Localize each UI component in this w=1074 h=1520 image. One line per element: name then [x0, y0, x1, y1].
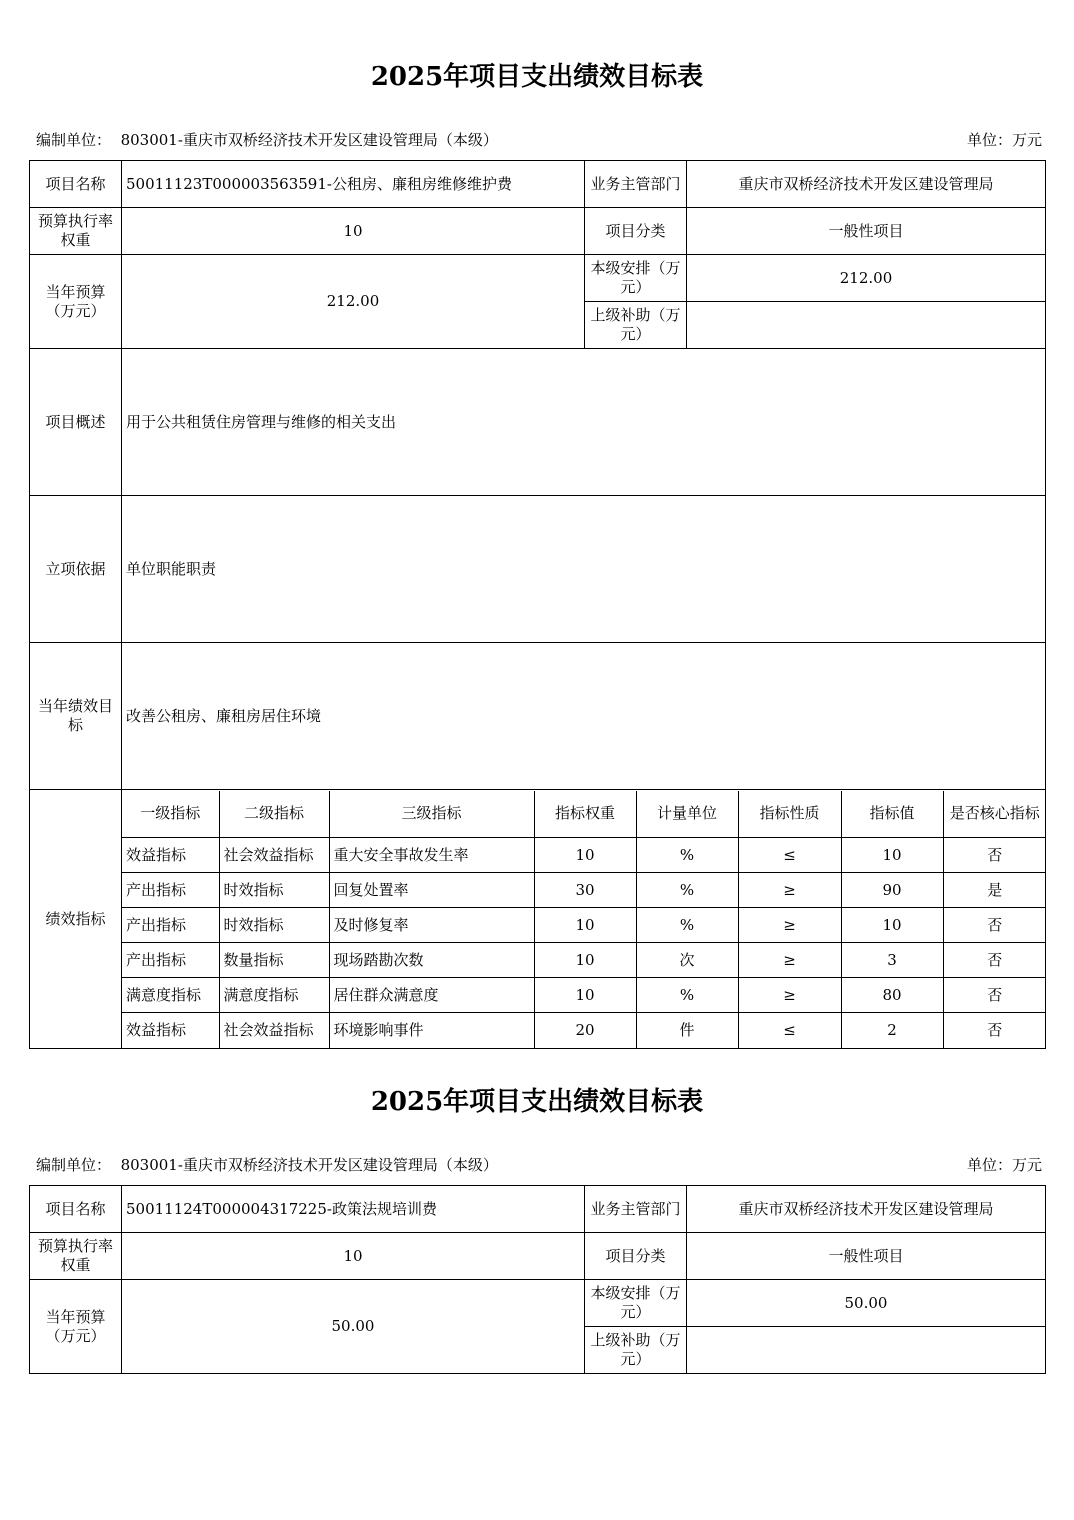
ind-core: 否: [943, 943, 1046, 978]
doc2-meta-row: [36, 1154, 1042, 1175]
doc1-meta-row: [36, 129, 1042, 150]
ind-weight: 20: [534, 1013, 636, 1048]
doc1-title: 2025年项目支出绩效目标表: [370, 62, 704, 92]
doc1-indicator-header-row: [122, 791, 1046, 838]
doc1-value-overview: 用于公共租赁住房管理与维修的相关支出: [122, 349, 1046, 496]
ind-header-nature: 指标性质: [738, 791, 841, 838]
ind-weight: 10: [534, 943, 636, 978]
ind-value: 90: [841, 873, 943, 908]
doc2-value-local: 50.00: [687, 1280, 1046, 1327]
doc1-value-category: 一般性项目: [687, 208, 1046, 255]
ind-value: 2: [841, 1013, 943, 1048]
ind-level1: 满意度指标: [122, 978, 219, 1013]
ind-value: 10: [841, 908, 943, 943]
ind-core: 是: [943, 873, 1046, 908]
ind-level2: 社会效益指标: [219, 1013, 329, 1048]
ind-core: 否: [943, 978, 1046, 1013]
ind-level3: 回复处置率: [329, 873, 534, 908]
table-row: [122, 978, 1046, 1013]
doc1-label-indicators: 绩效指标: [30, 790, 122, 1049]
doc2-value-project-name: 50011124T000004317225-政策法规培训费: [122, 1186, 585, 1233]
doc2-value-category: 一般性项目: [687, 1233, 1046, 1280]
doc2-label-exec-weight: 预算执行率权重: [30, 1233, 122, 1280]
doc2-value-exec-weight: 10: [122, 1233, 585, 1280]
doc2-value-upper: [687, 1327, 1046, 1374]
ind-header-level2: 二级指标: [219, 791, 329, 838]
table-row: [122, 908, 1046, 943]
ind-level1: 产出指标: [122, 943, 219, 978]
ind-value: 10: [841, 838, 943, 873]
ind-level2: 满意度指标: [219, 978, 329, 1013]
ind-unit: %: [636, 838, 738, 873]
ind-header-value: 指标值: [841, 791, 943, 838]
doc1-value-project-name: 50011123T000003563591-公租房、廉租房维修维护费: [122, 161, 585, 208]
table-row: [122, 1013, 1046, 1048]
doc1-label-project-name: 项目名称: [30, 161, 122, 208]
ind-level3: 及时修复率: [329, 908, 534, 943]
ind-weight: 30: [534, 873, 636, 908]
doc1-label-upper: 上级补助（万元）: [585, 302, 687, 349]
ind-core: 否: [943, 838, 1046, 873]
doc1-value-budget: 212.00: [122, 255, 585, 349]
ind-level3: 重大安全事故发生率: [329, 838, 534, 873]
ind-weight: 10: [534, 978, 636, 1013]
ind-level2: 时效指标: [219, 873, 329, 908]
doc1-currency: 单位：万元: [966, 131, 1042, 149]
doc1-label-budget: 当年预算（万元）: [30, 255, 122, 349]
table-row: [122, 838, 1046, 873]
doc2-currency: 单位：万元: [966, 1156, 1042, 1174]
doc1-value-goal: 改善公租房、廉租房居住环境: [122, 643, 1046, 790]
ind-core: 否: [943, 1013, 1046, 1048]
doc2-label-local: 本级安排（万元）: [585, 1280, 687, 1327]
ind-level2: 数量指标: [219, 943, 329, 978]
ind-header-core: 是否核心指标: [943, 791, 1046, 838]
doc1-label-basis: 立项依据: [30, 496, 122, 643]
table-row: [122, 943, 1046, 978]
ind-nature: ≥: [738, 943, 841, 978]
ind-level3: 居住群众满意度: [329, 978, 534, 1013]
ind-unit: %: [636, 978, 738, 1013]
ind-level1: 产出指标: [122, 908, 219, 943]
ind-nature: ≤: [738, 838, 841, 873]
doc1-unit-value: 803001-重庆市双桥经济技术开发区建设管理局（本级）: [120, 131, 498, 149]
ind-header-unit: 计量单位: [636, 791, 738, 838]
ind-unit: %: [636, 908, 738, 943]
ind-level3: 现场踏勘次数: [329, 943, 534, 978]
table-row: [122, 873, 1046, 908]
ind-nature: ≥: [738, 908, 841, 943]
ind-nature: ≤: [738, 1013, 841, 1048]
doc1-form-table: [29, 160, 1046, 1049]
doc1-value-supervisor: 重庆市双桥经济技术开发区建设管理局: [687, 161, 1046, 208]
doc2-value-supervisor: 重庆市双桥经济技术开发区建设管理局: [687, 1186, 1046, 1233]
doc1-label-local: 本级安排（万元）: [585, 255, 687, 302]
doc2-unit-value: 803001-重庆市双桥经济技术开发区建设管理局（本级）: [120, 1156, 498, 1174]
doc2-label-project-name: 项目名称: [30, 1186, 122, 1233]
ind-level2: 时效指标: [219, 908, 329, 943]
ind-level1: 效益指标: [122, 1013, 219, 1048]
ind-weight: 10: [534, 908, 636, 943]
doc1-label-overview: 项目概述: [30, 349, 122, 496]
ind-header-level1: 一级指标: [122, 791, 219, 838]
ind-core: 否: [943, 908, 1046, 943]
doc2-label-supervisor: 业务主管部门: [585, 1186, 687, 1233]
ind-header-weight: 指标权重: [534, 791, 636, 838]
doc2-label-category: 项目分类: [585, 1233, 687, 1280]
ind-value: 3: [841, 943, 943, 978]
doc1-label-supervisor: 业务主管部门: [585, 161, 687, 208]
doc1-label-exec-weight: 预算执行率权重: [30, 208, 122, 255]
doc1-value-local: 212.00: [687, 255, 1046, 302]
doc2-title: 2025年项目支出绩效目标表: [370, 1087, 704, 1117]
doc2-form-table: [29, 1185, 1046, 1374]
doc1-value-basis: 单位职能职责: [122, 496, 1046, 643]
doc1-value-exec-weight: 10: [122, 208, 585, 255]
ind-level1: 产出指标: [122, 873, 219, 908]
ind-nature: ≥: [738, 978, 841, 1013]
ind-level2: 社会效益指标: [219, 838, 329, 873]
ind-level3: 环境影响事件: [329, 1013, 534, 1048]
ind-nature: ≥: [738, 873, 841, 908]
ind-weight: 10: [534, 838, 636, 873]
ind-unit: %: [636, 873, 738, 908]
ind-level1: 效益指标: [122, 838, 219, 873]
doc2-unit-label: 编制单位：: [36, 1156, 112, 1174]
ind-value: 80: [841, 978, 943, 1013]
ind-unit: 次: [636, 943, 738, 978]
doc1-label-category: 项目分类: [585, 208, 687, 255]
doc1-indicator-table: [122, 791, 1046, 1048]
doc1-unit-label: 编制单位：: [36, 131, 112, 149]
ind-unit: 件: [636, 1013, 738, 1048]
doc2-value-budget: 50.00: [122, 1280, 585, 1374]
doc2-label-upper: 上级补助（万元）: [585, 1327, 687, 1374]
doc1-label-goal: 当年绩效目标: [30, 643, 122, 790]
doc1-value-upper: [687, 302, 1046, 349]
ind-header-level3: 三级指标: [329, 791, 534, 838]
doc2-label-budget: 当年预算（万元）: [30, 1280, 122, 1374]
doc1-indicators-cell: [122, 790, 1046, 1049]
